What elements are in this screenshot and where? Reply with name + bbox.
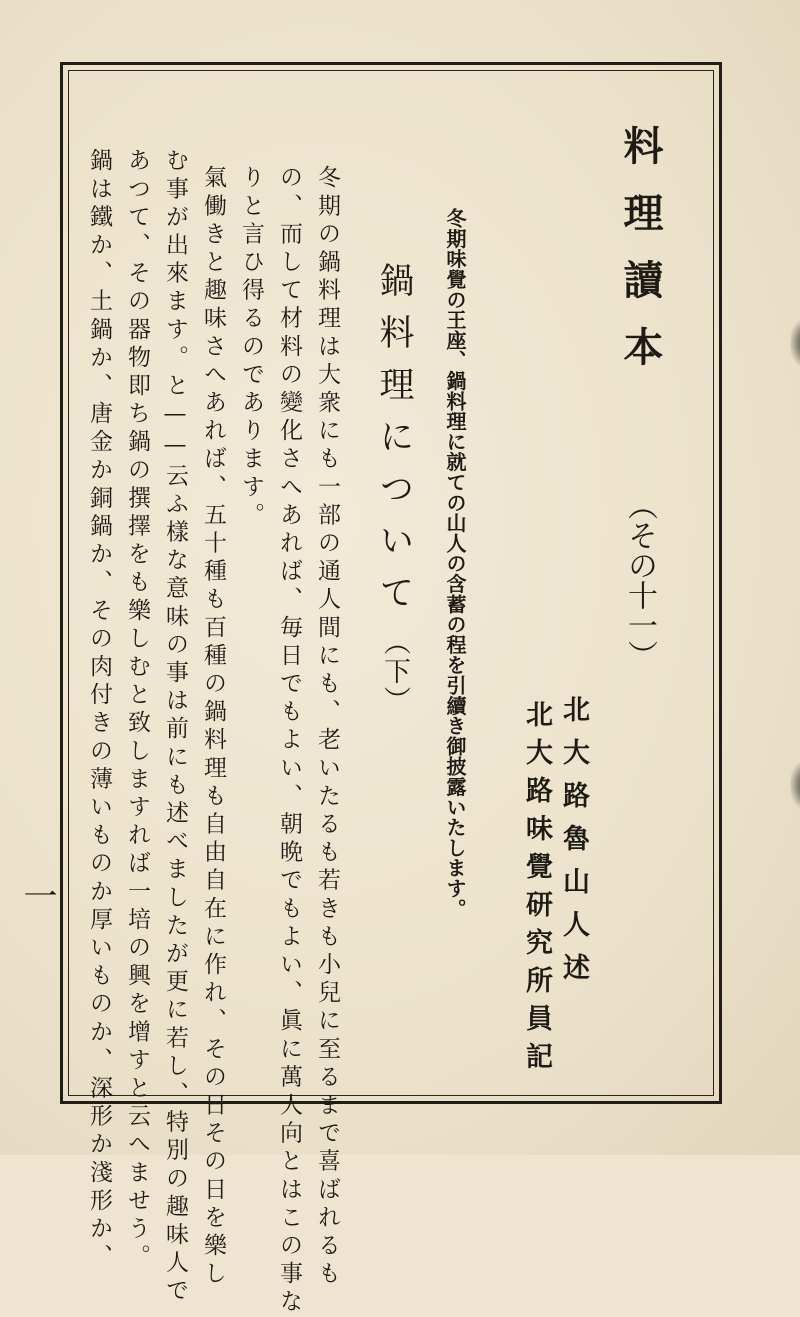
author-name: 北大路魯山人述 xyxy=(558,695,589,996)
body-column: む事が出來ます。と——云ふ樣な意味の事は前にも述べましたが更に若し、特別の趣味人で xyxy=(162,148,188,1307)
body-column: 氣働きと趣味さへあれば、五十種も百種の鍋料理も自由自在に作れ、その日その日を樂し xyxy=(200,165,226,1289)
binding-hole-shadow xyxy=(790,760,800,810)
body-column: の、而して材料の變化さへあれば、毎日でもよい、朝晩でもよい、眞に萬人向とはこの事な xyxy=(276,165,302,1317)
binding-hole-shadow xyxy=(790,318,800,368)
body-column: あつて、その器物即ち鍋の撰擇をも樂しむと致しますれば一培の興を增すと云へませう。 xyxy=(124,148,150,1272)
section-heading: 鍋料理について xyxy=(374,262,414,626)
section-heading-part: （下） xyxy=(379,628,410,715)
body-column: りと言ひ得るのであります。 xyxy=(238,165,264,531)
body-column: 鍋は鐵か、土鍋か、唐金か銅鍋か、その肉付きの薄いものか厚いものか、深形か淺形か、 xyxy=(86,148,112,1272)
author-recorder: 北大路味覺研究所員記 xyxy=(521,700,552,1080)
lead-text: 冬期味覺の王座、鍋料理に就ての山人の含蓄の程を引續き御披露いたします。 xyxy=(443,208,467,919)
article-title-installment: （その十一） xyxy=(622,490,657,670)
article-title: 料理讀本 xyxy=(617,125,664,393)
body-column: 冬期の鍋料理は大衆にも一部の通人間にも、老いたるも若きも小兒に至るまで喜ばれるも xyxy=(314,165,340,1289)
page-number: 一 xyxy=(17,878,57,912)
